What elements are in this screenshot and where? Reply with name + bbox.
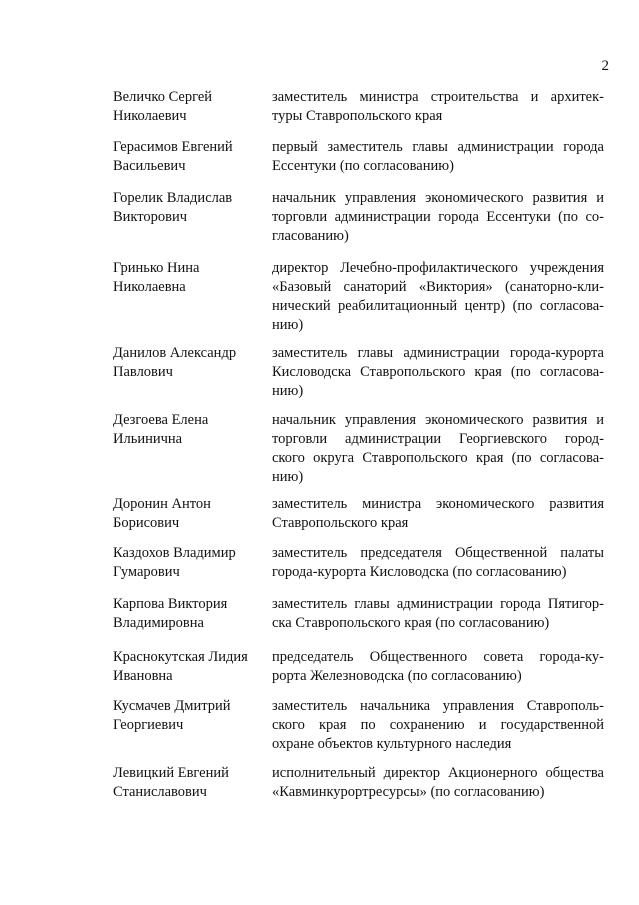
member-surname-firstname: Данилов Александр bbox=[113, 345, 237, 361]
member-name bbox=[113, 344, 263, 382]
member-position bbox=[272, 495, 604, 533]
member-position bbox=[272, 88, 604, 126]
member-position bbox=[272, 189, 604, 246]
position-line: нический реабилитационный центр) (по согласова- bbox=[272, 298, 604, 314]
member-surname-firstname: Герасимов Евгений bbox=[113, 139, 233, 155]
position-line: гласованию) bbox=[272, 228, 349, 244]
member-name bbox=[113, 189, 263, 227]
position-line: города-курорта Кисловодска (по согласованию) bbox=[272, 564, 567, 580]
member-position bbox=[272, 138, 604, 176]
member-patronymic: Васильевич bbox=[113, 158, 186, 174]
member-patronymic: Павлович bbox=[113, 364, 173, 380]
position-line: исполнительный директор Акционерного общества bbox=[272, 765, 604, 781]
position-line: Кисловодска Ставропольского края (по согласова- bbox=[272, 364, 604, 380]
member-surname-firstname: Левицкий Евгений bbox=[113, 765, 229, 781]
member-patronymic: Ивановна bbox=[113, 668, 173, 684]
position-line: рорта Железноводска (по согласованию) bbox=[272, 668, 522, 684]
member-surname-firstname: Гринько Нина bbox=[113, 260, 200, 276]
member-patronymic: Николаевна bbox=[113, 279, 186, 295]
position-line: торговли администрации города Ессентуки (по со- bbox=[272, 209, 604, 225]
position-line: заместитель начальника управления Ставрополь- bbox=[272, 698, 604, 714]
member-position bbox=[272, 697, 604, 754]
position-line: нию) bbox=[272, 317, 304, 333]
member-patronymic: Георгиевич bbox=[113, 717, 184, 733]
member-position bbox=[272, 544, 604, 582]
position-line: заместитель главы администрации города-курорта bbox=[272, 345, 604, 361]
position-line: заместитель главы администрации города Пятигор- bbox=[272, 596, 604, 612]
member-patronymic: Владимировна bbox=[113, 615, 204, 631]
member-patronymic: Борисович bbox=[113, 515, 180, 531]
position-line: торговли администрации Георгиевского город- bbox=[272, 431, 604, 447]
member-surname-firstname: Кусмачев Дмитрий bbox=[113, 698, 231, 714]
member-surname-firstname: Величко Сергей bbox=[113, 89, 213, 105]
member-patronymic: Ильинична bbox=[113, 431, 183, 447]
member-name bbox=[113, 595, 263, 633]
member-surname-firstname: Горелик Владислав bbox=[113, 190, 233, 206]
member-surname-firstname: Краснокутская Лидия bbox=[113, 649, 248, 665]
member-name bbox=[113, 138, 263, 176]
position-line: первый заместитель главы администрации города bbox=[272, 139, 604, 155]
member-name bbox=[113, 648, 263, 686]
position-line: начальник управления экономического развития и bbox=[272, 190, 604, 206]
member-name bbox=[113, 495, 263, 533]
page-number: 2 bbox=[601, 58, 609, 74]
position-line: Ессентуки (по согласованию) bbox=[272, 158, 454, 174]
member-name bbox=[113, 88, 263, 126]
member-position bbox=[272, 595, 604, 633]
member-position bbox=[272, 764, 604, 802]
member-position bbox=[272, 259, 604, 335]
position-line: начальник управления экономического развития и bbox=[272, 412, 604, 428]
position-line: нию) bbox=[272, 469, 304, 485]
member-position bbox=[272, 344, 604, 401]
member-patronymic: Николаевич bbox=[113, 108, 187, 124]
position-line: «Кавминкурортресурсы» (по согласованию) bbox=[272, 784, 545, 800]
position-line: заместитель министра экономического развития bbox=[272, 496, 604, 512]
position-line: нию) bbox=[272, 383, 304, 399]
member-name bbox=[113, 411, 263, 449]
position-line: ского края по сохранению и государственной bbox=[272, 717, 604, 733]
position-line: заместитель министра строительства и архитек- bbox=[272, 89, 604, 105]
position-line: ского округа Ставропольского края (по согласова- bbox=[272, 450, 604, 466]
member-surname-firstname: Карпова Виктория bbox=[113, 596, 228, 612]
member-patronymic: Станиславович bbox=[113, 784, 207, 800]
position-line: туры Ставропольского края bbox=[272, 108, 443, 124]
position-line: заместитель председателя Общественной палаты bbox=[272, 545, 604, 561]
member-position bbox=[272, 411, 604, 487]
position-line: директор Лечебно-профилактического учреждения bbox=[272, 260, 604, 276]
member-name bbox=[113, 697, 263, 735]
position-line: ска Ставропольского края (по согласованию) bbox=[272, 615, 550, 631]
member-patronymic: Гумарович bbox=[113, 564, 180, 580]
member-surname-firstname: Каздохов Владимир bbox=[113, 545, 236, 561]
member-surname-firstname: Доронин Антон bbox=[113, 496, 211, 512]
position-line: председатель Общественного совета города-ку- bbox=[272, 649, 604, 665]
member-name bbox=[113, 259, 263, 297]
position-line: охране объектов культурного наследия bbox=[272, 736, 512, 752]
member-name bbox=[113, 544, 263, 582]
member-patronymic: Викторович bbox=[113, 209, 188, 225]
member-name bbox=[113, 764, 263, 802]
member-position bbox=[272, 648, 604, 686]
position-line: «Базовый санаторий «Виктория» (санаторно-кли- bbox=[272, 279, 604, 295]
position-line: Ставропольского края bbox=[272, 515, 409, 531]
member-surname-firstname: Дезгоева Елена bbox=[113, 412, 209, 428]
